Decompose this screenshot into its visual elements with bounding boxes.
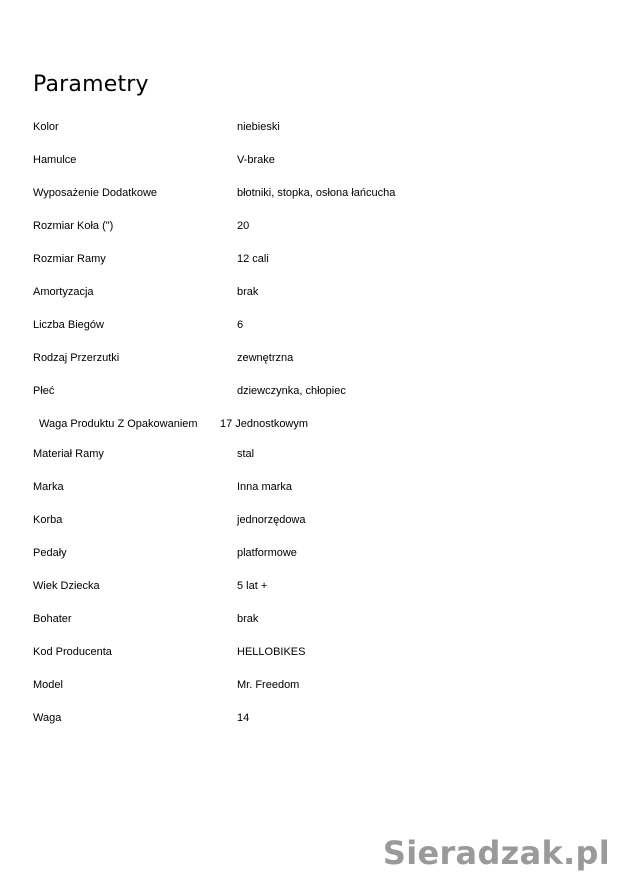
- parameter-value: brak: [237, 286, 259, 298]
- parameter-value: 12 cali: [237, 253, 269, 265]
- parameter-value: HELLOBIKES: [237, 646, 306, 658]
- parameter-name: Bohater: [33, 613, 72, 625]
- parameter-name: Model: [33, 679, 63, 691]
- parameter-row: [0, 121, 626, 141]
- parameter-row: [0, 286, 626, 306]
- parameter-row: [0, 679, 626, 699]
- parameter-value: 14: [237, 712, 250, 724]
- parameter-value: 6: [237, 319, 244, 331]
- parameter-name: Hamulce: [33, 154, 77, 166]
- parameter-row: [0, 613, 626, 633]
- parameter-row: [0, 514, 626, 534]
- parameter-value: Mr. Freedom: [237, 679, 300, 691]
- parameter-value: niebieski: [237, 121, 280, 133]
- parameter-row: [0, 418, 626, 438]
- parameter-row: [0, 481, 626, 501]
- parameter-value: zewnętrzna: [237, 352, 294, 364]
- parameter-row: [0, 712, 626, 732]
- parameter-name: Marka: [33, 481, 64, 493]
- parameter-name: Liczba Biegów: [33, 319, 104, 331]
- parameter-name: Wyposażenie Dodatkowe: [33, 187, 158, 199]
- parameter-row: [0, 448, 626, 468]
- parameter-value: 20: [237, 220, 250, 232]
- parameter-value: 5 lat +: [237, 580, 268, 592]
- parameter-name: Waga: [33, 712, 62, 724]
- parameter-name: Wiek Dziecka: [33, 580, 100, 592]
- parameter-name: Amortyzacja: [33, 286, 94, 298]
- parameter-name: Płeć: [33, 385, 55, 397]
- parameter-value: błotniki, stopka, osłona łańcucha: [237, 187, 396, 199]
- parameter-name: Materiał Ramy: [33, 448, 104, 460]
- parameter-row: [0, 187, 626, 207]
- parameter-row: [0, 547, 626, 567]
- parameter-value: stal: [237, 448, 255, 460]
- parameter-value: Inna marka: [237, 481, 293, 493]
- page-title: Parametry: [33, 72, 149, 97]
- parameter-name: Rodzaj Przerzutki: [33, 352, 120, 364]
- parameter-row: [0, 352, 626, 372]
- parameter-row: [0, 154, 626, 174]
- parameter-value: platformowe: [237, 547, 297, 559]
- parameter-row: [0, 580, 626, 600]
- parameter-name: Rozmiar Ramy: [33, 253, 106, 265]
- watermark-logo: Sieradzak.pl: [382, 834, 610, 872]
- parameter-value: dziewczynka, chłopiec: [237, 385, 346, 397]
- parameter-name: Pedały: [33, 547, 67, 559]
- parameter-name: Korba: [33, 514, 63, 526]
- parameter-row: [0, 646, 626, 666]
- parameter-value: jednorzędowa: [237, 514, 306, 526]
- parameter-name: Kod Producenta: [33, 646, 112, 658]
- parameter-name: Kolor: [33, 121, 59, 133]
- parameter-name: Rozmiar Koła ("): [33, 220, 114, 232]
- parameter-row: [0, 385, 626, 405]
- parameter-value: brak: [237, 613, 259, 625]
- parameter-row: [0, 253, 626, 273]
- parameter-row: [0, 220, 626, 240]
- parameter-name: Waga Produktu Z Opakowaniem: [39, 418, 198, 430]
- parameter-value: V-brake: [237, 154, 275, 166]
- parameter-value: 17 Jednostkowym: [220, 418, 309, 430]
- parameter-row: [0, 319, 626, 339]
